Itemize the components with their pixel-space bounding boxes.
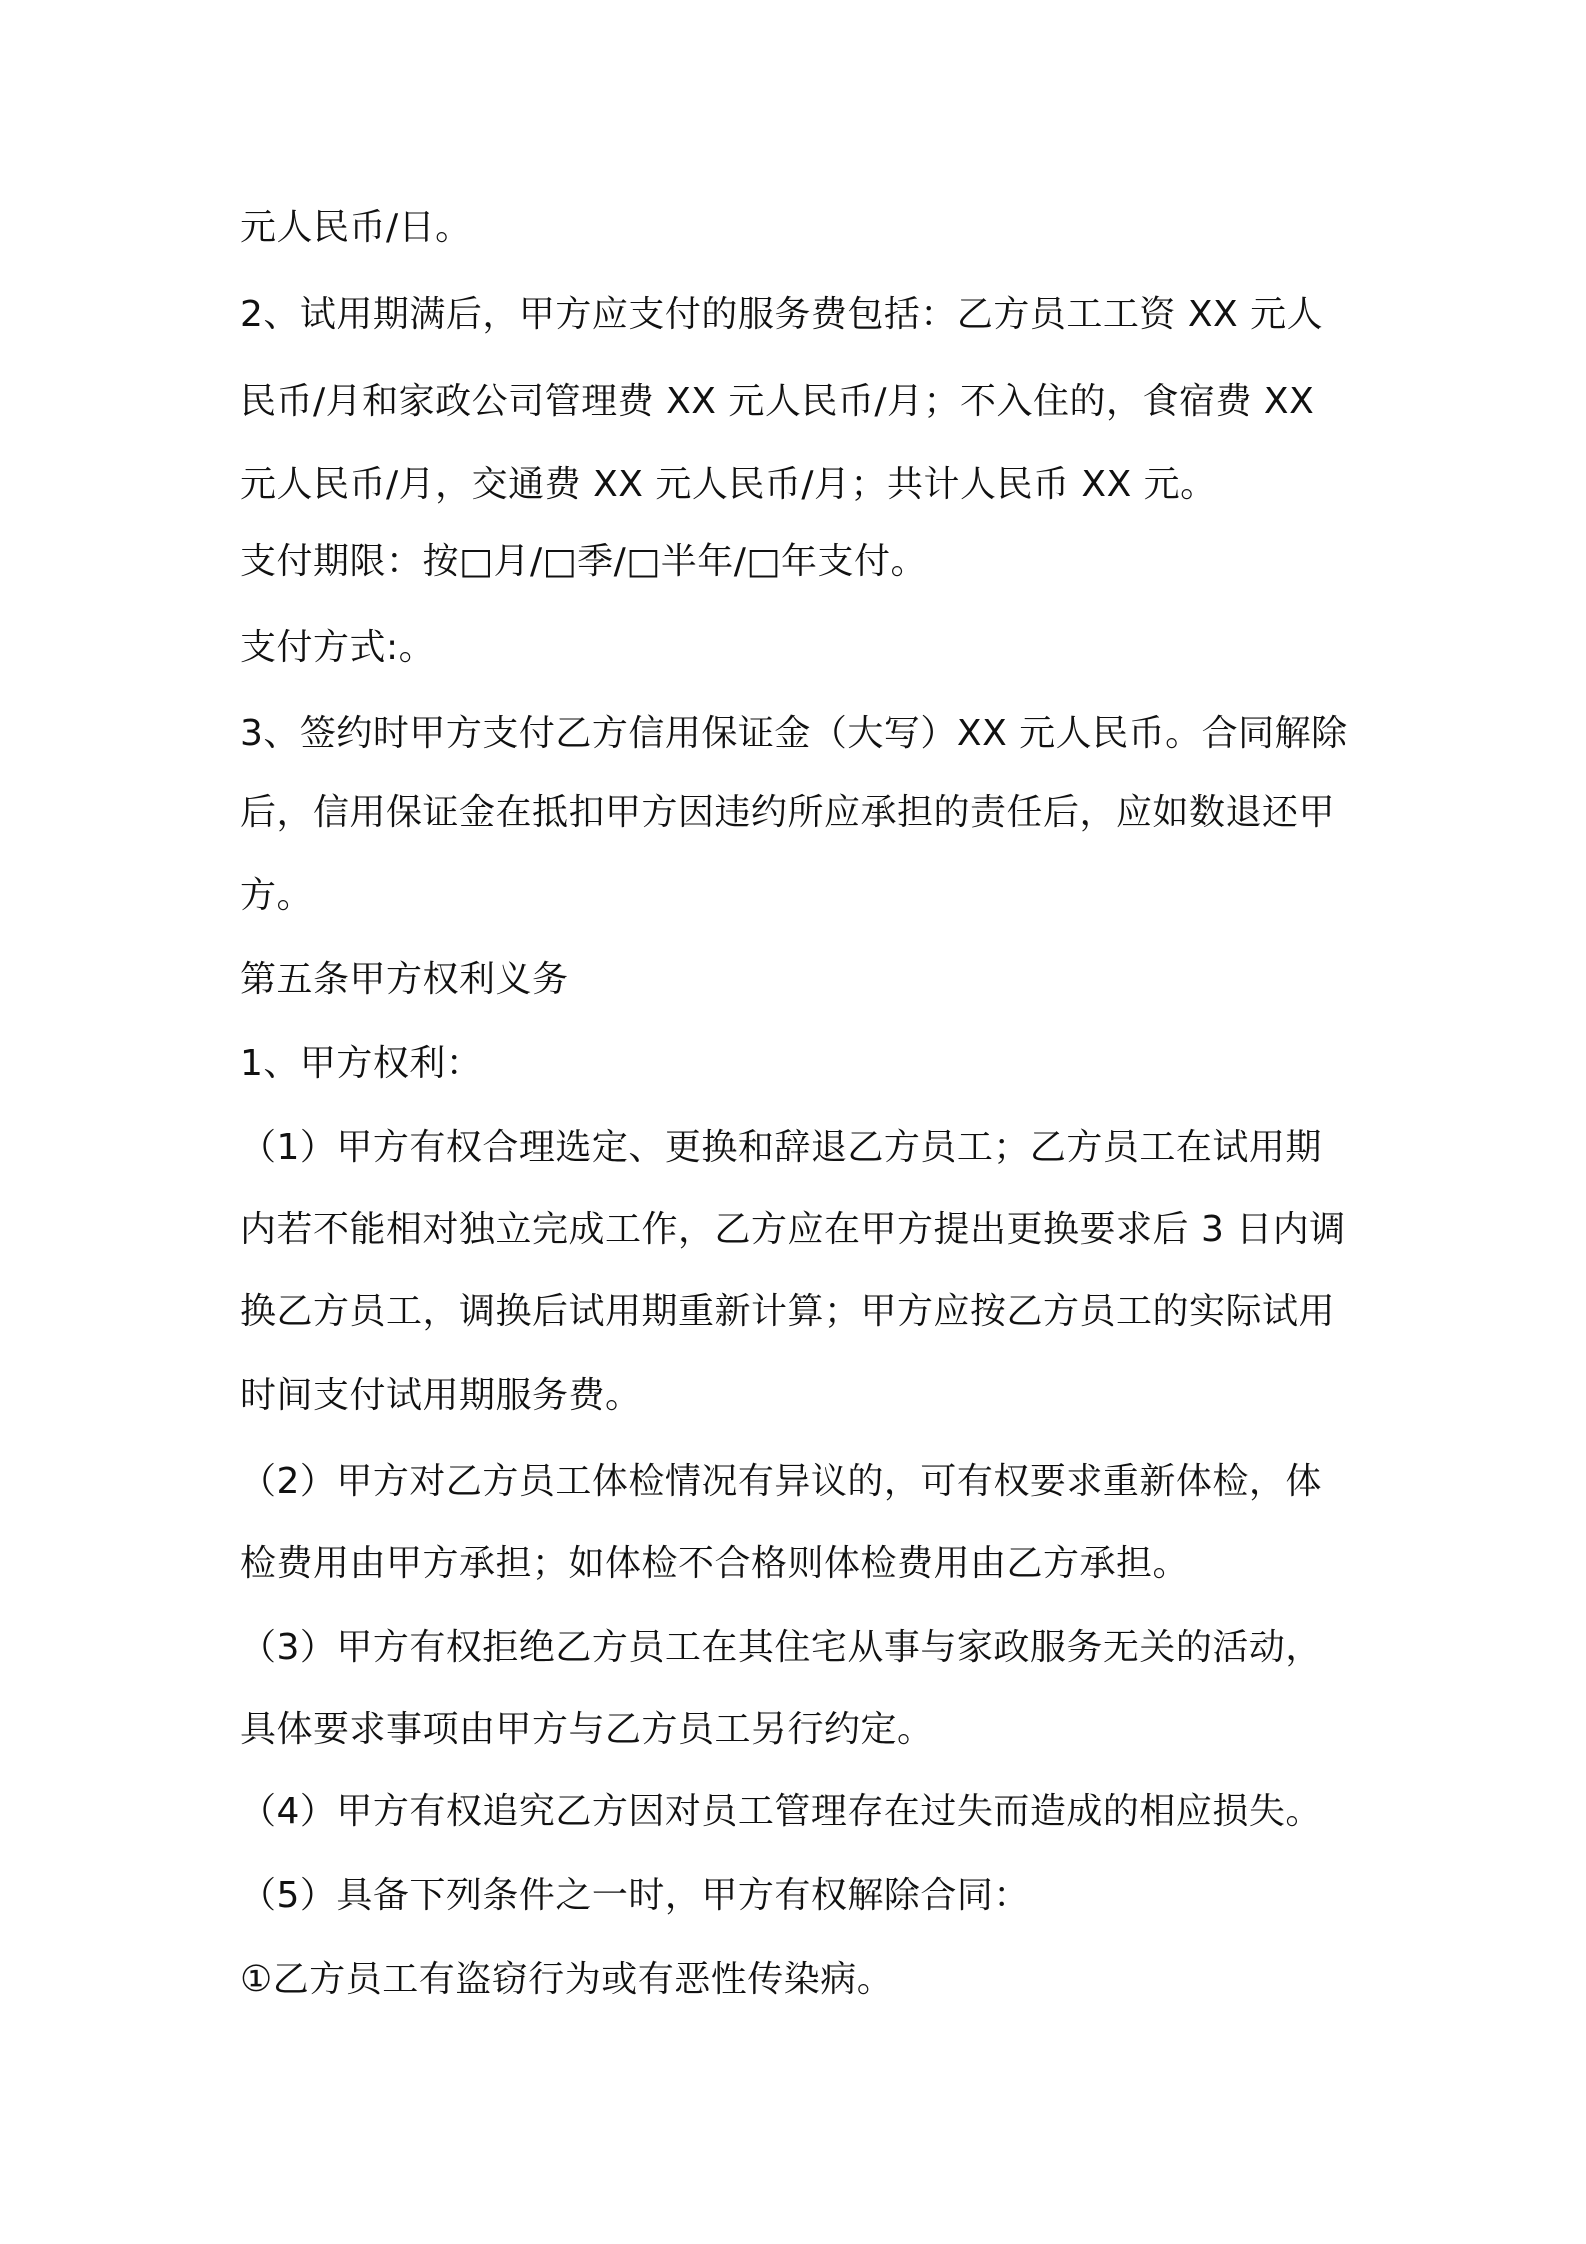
text-line-15: 时间支付试用期服务费。 [240, 1375, 642, 1416]
text-line-1: 元人民币/日。 [240, 207, 472, 248]
text-line-6: 支付方式:。 [240, 627, 436, 668]
text-line-20: （4）甲方有权追究乙方因对员工管理存在过失而造成的相应损失。 [240, 1791, 1322, 1832]
text-line-13: 内若不能相对独立完成工作，乙方应在甲方提出更换要求后 3 日内调 [240, 1209, 1346, 1250]
text-line-4: 元人民币/月，交通费 XX 元人民币/月；共计人民币 XX 元。 [240, 464, 1217, 505]
text-line-19: 具体要求事项由甲方与乙方员工另行约定。 [240, 1709, 934, 1750]
text-line-7: 3、签约时甲方支付乙方信用保证金（大写）XX 元人民币。合同解除 [240, 713, 1348, 754]
text-line-14: 换乙方员工，调换后试用期重新计算；甲方应按乙方员工的实际试用 [240, 1291, 1336, 1332]
text-line-11: 1、甲方权利： [240, 1043, 483, 1084]
text-line-3: 民币/月和家政公司管理费 XX 元人民币/月；不入住的，食宿费 XX [240, 381, 1315, 422]
text-line-9: 方。 [240, 875, 314, 916]
text-line-22: ①乙方员工有盗窃行为或有恶性传染病。 [240, 1959, 894, 2000]
text-line-16: （2）甲方对乙方员工体检情况有异议的，可有权要求重新体检，体 [240, 1461, 1322, 1502]
text-line-17: 检费用由甲方承担；如体检不合格则体检费用由乙方承担。 [240, 1543, 1190, 1584]
text-line-21: （5）具备下列条件之一时，甲方有权解除合同： [240, 1875, 1030, 1916]
text-line-2: 2、试用期满后，甲方应支付的服务费包括：乙方员工工资 XX 元人 [240, 294, 1324, 335]
text-line-8: 后，信用保证金在抵扣甲方因违约所应承担的责任后，应如数退还甲 [240, 792, 1336, 833]
text-line-5: 支付期限：按□月/□季/□半年/□年支付。 [240, 541, 927, 582]
section-heading: 第五条甲方权利义务 [240, 959, 569, 1000]
text-line-18: （3）甲方有权拒绝乙方员工在其住宅从事与家政服务无关的活动， [240, 1627, 1322, 1668]
text-line-12: （1）甲方有权合理选定、更换和辞退乙方员工；乙方员工在试用期 [240, 1127, 1322, 1168]
